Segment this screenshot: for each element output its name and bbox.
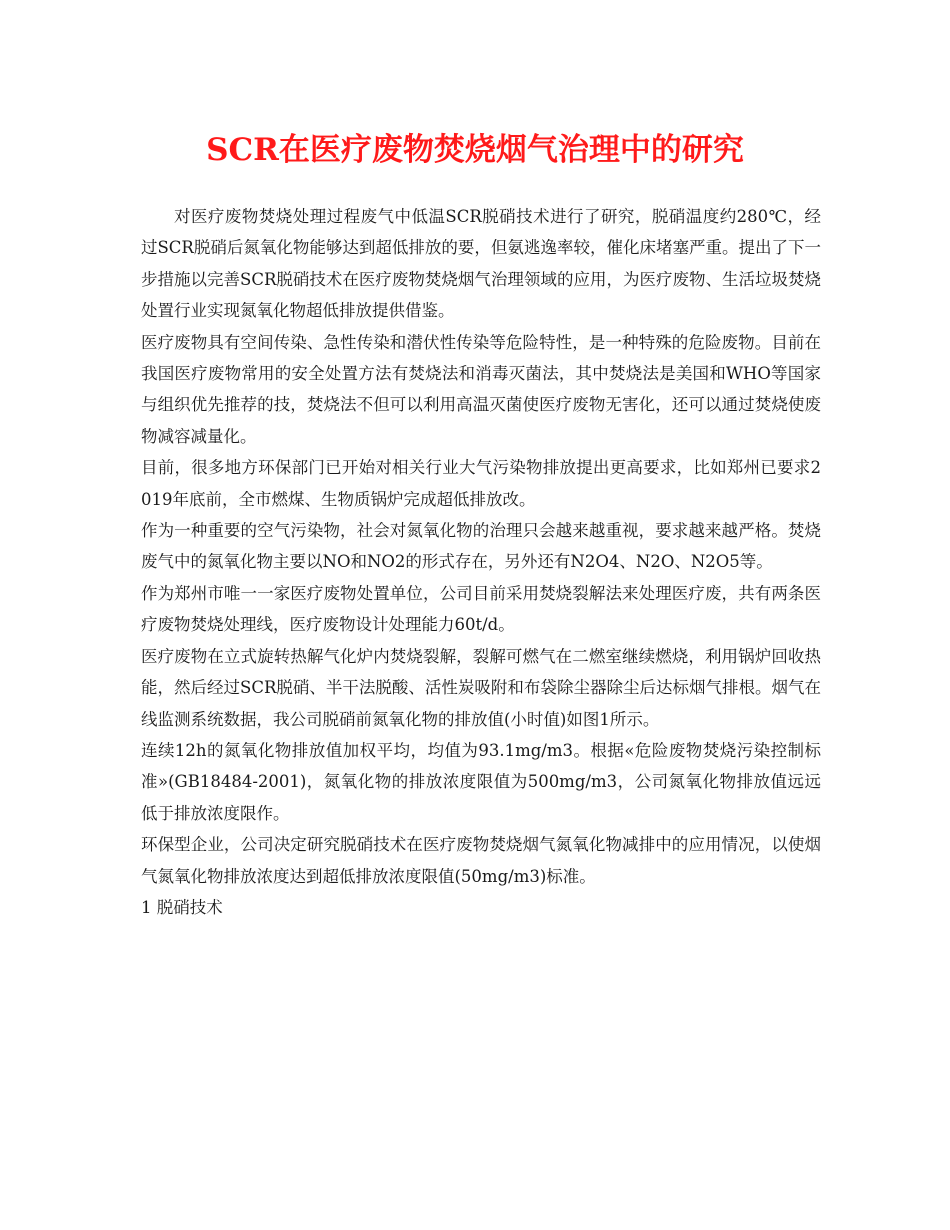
paragraph-research-goal: 环保型企业，公司决定研究脱硝技术在医疗废物焚烧烟气氮氧化物减排中的应用情况，以使烟气氮氧化物排放浓度达到超低排放浓度限值(50mg/m3)标准。: [141, 835, 821, 886]
paragraph-regulation: 目前，很多地方环保部门已开始对相关行业大气污染物排放提出更高要求，比如郑州已要求2019年底前，全市燃煤、生物质锅炉完成超低排放改。: [141, 458, 821, 509]
paragraph-process: 医疗废物在立式旋转热解气化炉内焚烧裂解，裂解可燃气在二燃室继续燃烧，利用锅炉回收热能，然后经过SCR脱硝、半干法脱酸、活性炭吸附和布袋除尘器除尘后达标烟气排根。烟气在线监测系统数据，我公司脱硝前氮氧化物的排放值(小时值)如图1所示。: [141, 646, 821, 729]
paragraph-abstract: 对医疗废物焚烧处理过程废气中低温SCR脱硝技术进行了研究，脱硝温度约280℃，经过SCR脱硝后氮氧化物能够达到超低排放的要，但氨逃逸率较，催化床堵塞严重。提出了下一步措施以完善SCR脱硝技术在医疗废物焚烧烟气治理领域的应用，为医疗废物、生活垃圾焚烧处置行业实现氮氧化物超低排放提供借鉴。: [141, 207, 821, 321]
document-title: SCR在医疗废物焚烧烟气治理中的研究: [206, 132, 744, 168]
paragraph-company-intro: 作为郑州市唯一一家医疗废物处置单位，公司目前采用焚烧裂解法来处理医疗废，共有两条医疗废物焚烧处理线，医疗废物设计处理能力60t/d。: [141, 583, 821, 635]
paragraph-emission-average: 连续12h的氮氧化物排放值加权平均，均值为93.1mg/m3。根据«危险废物焚烧污染控制标准»(GB18484-2001)，氮氧化物的排放浓度限值为500mg/m3，公司氮氧化物排放值远远低于排放浓度限作。: [141, 740, 821, 823]
document-body: [141, 201, 821, 923]
paragraph-medical-waste-intro: 医疗废物具有空间传染、急性传染和潜伏性传染等危险特性，是一种特殊的危险废物。目前在我国医疗废物常用的安全处置方法有焚烧法和消毒灭菌法，其中焚烧法是美国和WHO等国家与组织优先推荐的技，焚烧法不但可以利用高温灭菌使医疗废物无害化，还可以通过焚烧使废物减容减量化。: [141, 332, 821, 446]
paragraph-nox-pollutant: 作为一种重要的空气污染物，社会对氮氧化物的治理只会越来越重视，要求越来越严格。焚烧废气中的氮氧化物主要以NO和NO2的形式存在，另外还有N2O4、N2O、N2O5等。: [141, 521, 821, 572]
section-heading-denitration: 1 脱硝技术: [141, 897, 223, 917]
